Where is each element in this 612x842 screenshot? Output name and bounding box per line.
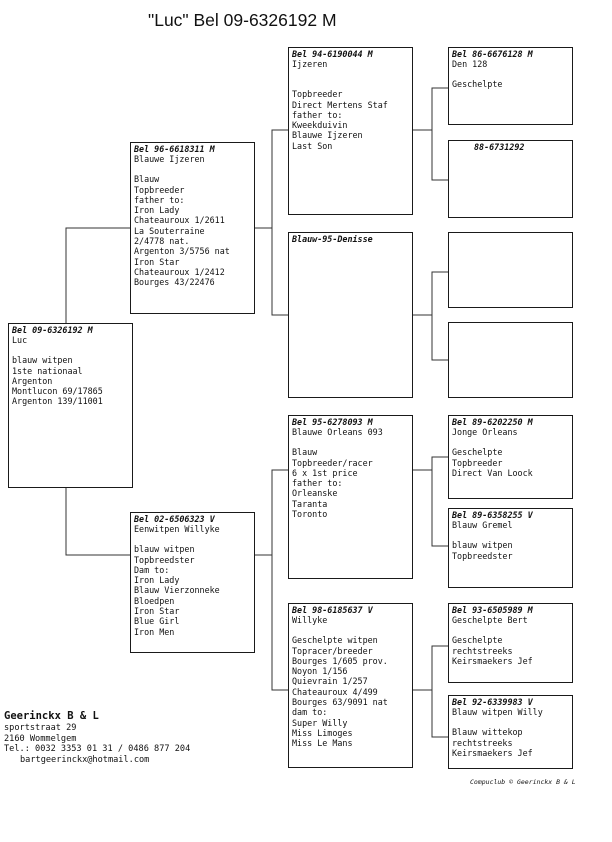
desc-line: Blauwe Ijzeren xyxy=(292,130,363,141)
desc-line: Topbreedster xyxy=(452,550,513,561)
pigeon-name: Ijzeren xyxy=(292,59,328,69)
pedigree-box-sss xyxy=(448,47,573,125)
ring-number: Bel 92-6339983 V xyxy=(452,697,533,707)
desc-line: Bourges 1/605 prov. xyxy=(292,655,388,666)
pedigree-box-sdd xyxy=(448,322,573,398)
owner-city: 2160 Wommelgem xyxy=(4,733,77,744)
pigeon-description xyxy=(452,79,569,89)
desc-line: Topbreeder xyxy=(452,457,503,468)
pedigree-box-subject xyxy=(8,323,133,488)
pedigree-box-dam-dam xyxy=(288,603,413,768)
pedigree-title: "Luc" Bel 09-6326192 M xyxy=(148,10,337,30)
desc-line: Toronto xyxy=(292,509,328,520)
pigeon-description xyxy=(452,727,569,758)
pigeon-name: Eenwitpen Willyke xyxy=(134,524,220,534)
desc-line: father to: xyxy=(292,478,343,489)
pigeon-description xyxy=(452,635,569,666)
desc-line: Iron Men xyxy=(134,626,175,637)
owner-contact-block xyxy=(4,710,244,765)
desc-line: Taranta xyxy=(292,498,328,509)
pigeon-name: Geschelpte Bert xyxy=(452,615,528,625)
desc-line: Direct Mertens Staf xyxy=(292,99,388,110)
desc-line: Quievrain 1/257 xyxy=(292,676,368,687)
desc-line: Iron Star xyxy=(134,256,180,267)
owner-name: Geerinckx B & L xyxy=(4,710,99,722)
ring-number: Bel 09-6326192 M xyxy=(12,325,93,335)
desc-line: Chateauroux 4/499 xyxy=(292,686,378,697)
owner-phone: Tel.: 0032 3353 01 31 / 0486 877 204 xyxy=(4,744,191,755)
desc-line: Argenton 139/11001 xyxy=(12,396,103,407)
desc-line: 6 x 1st price xyxy=(292,467,358,478)
desc-line: father to: xyxy=(134,194,185,205)
pigeon-name: Blauwe Orleans 093 xyxy=(292,427,383,437)
ring-number: Bel 89-6358255 V xyxy=(452,510,533,520)
desc-line: Super Willy xyxy=(292,717,348,728)
pigeon-name: Blauw Gremel xyxy=(452,520,513,530)
ring-number: Bel 02-6506323 V xyxy=(134,514,215,524)
pigeon-description xyxy=(292,447,409,519)
pigeon-name: Blauw witpen Willy xyxy=(452,707,543,717)
desc-line: Blauw xyxy=(292,447,318,458)
desc-line: Blauw xyxy=(134,174,160,185)
desc-line: Iron Star xyxy=(134,606,180,617)
desc-line: Montlucon 69/17865 xyxy=(12,386,103,397)
pedigree-box-dam-sire xyxy=(288,415,413,579)
pedigree-box-dss xyxy=(448,415,573,499)
pigeon-description xyxy=(292,635,409,748)
ring-number: Bel 86-6676128 M xyxy=(452,49,533,59)
pigeon-description xyxy=(292,89,409,151)
pigeon-description xyxy=(134,544,251,637)
desc-line: rechtstreeks xyxy=(452,645,513,656)
owner-street: sportstraat 29 xyxy=(4,723,77,733)
desc-line: Bloedpen xyxy=(134,595,175,606)
desc-line: Topbreeder xyxy=(292,89,343,100)
desc-line: blauw witpen xyxy=(452,540,513,551)
desc-line: Blauw Vierzonneke xyxy=(134,585,220,596)
footer-credit: Compuclub © Geerinckx B & L xyxy=(470,778,576,786)
desc-line: blauw witpen xyxy=(12,355,73,366)
pigeon-description xyxy=(12,355,129,406)
pigeon-name: Den 128 xyxy=(452,59,488,69)
desc-line: Blauw wittekop xyxy=(452,727,523,738)
desc-line: Geschelpte xyxy=(452,79,503,90)
pigeon-name: Luc xyxy=(12,335,28,345)
ring-number: Bel 94-6190044 M xyxy=(292,49,373,59)
desc-line: dam to: xyxy=(292,707,328,718)
desc-line: Noyon 1/156 xyxy=(292,666,348,677)
pedigree-box-dds xyxy=(448,603,573,683)
desc-line: Keirsmaekers Jef xyxy=(452,747,533,758)
pedigree-box-sds xyxy=(448,232,573,308)
desc-line: rechtstreeks xyxy=(452,737,513,748)
desc-line: Iron Lady xyxy=(134,575,180,586)
desc-line: Chateauroux 1/2412 xyxy=(134,266,225,277)
ring-number: Blauw-95-Denisse xyxy=(292,234,373,244)
ring-number: Bel 96-6618311 M xyxy=(134,144,215,154)
pedigree-box-sire xyxy=(130,142,255,314)
pigeon-description xyxy=(452,540,569,561)
desc-line: Bourges 63/9091 nat xyxy=(292,697,388,708)
pigeon-name: Jonge Orleans xyxy=(452,427,518,437)
ring-number: 88-6731292 xyxy=(474,142,525,152)
desc-line: Last Son xyxy=(292,140,333,151)
desc-line: Topbreeder/racer xyxy=(292,457,373,468)
desc-line: Kweekduivin xyxy=(292,120,348,131)
ring-number: Bel 98-6185637 V xyxy=(292,605,373,615)
pedigree-box-dam xyxy=(130,512,255,653)
ring-number: Bel 93-6505989 M xyxy=(452,605,533,615)
desc-line: Topbreeder xyxy=(134,184,185,195)
owner-email: bartgeerinckx@hotmail.com xyxy=(20,754,150,765)
desc-line: Iron Lady xyxy=(134,205,180,216)
desc-line: Miss Limoges xyxy=(292,727,353,738)
desc-line: Miss Le Mans xyxy=(292,738,353,749)
desc-line: father to: xyxy=(292,109,343,120)
desc-line: Topracer/breeder xyxy=(292,645,373,656)
pigeon-name: Willyke xyxy=(292,615,328,625)
pedigree-box-sire-sire xyxy=(288,47,413,215)
desc-line: Geschelpte witpen xyxy=(292,635,378,646)
pedigree-box-ddd xyxy=(448,695,573,769)
desc-line: Orleanske xyxy=(292,488,338,499)
pigeon-description xyxy=(452,447,569,478)
desc-line: blauw witpen xyxy=(134,544,195,555)
desc-line: Dam to: xyxy=(134,564,170,575)
desc-line: 2/4778 nat. xyxy=(134,236,190,247)
desc-line: La Souterraine xyxy=(134,225,205,236)
desc-line: Argenton 3/5756 nat xyxy=(134,246,230,257)
desc-line: Bourges 43/22476 xyxy=(134,277,215,288)
ring-number: Bel 95-6278093 M xyxy=(292,417,373,427)
desc-line: Keirsmaekers Jef xyxy=(452,655,533,666)
ring-number: Bel 89-6202250 M xyxy=(452,417,533,427)
desc-line: 1ste nationaal xyxy=(12,365,83,376)
desc-line: Direct Van Loock xyxy=(452,467,533,478)
pedigree-box-dsd xyxy=(448,508,573,588)
desc-line: Geschelpte xyxy=(452,447,503,458)
desc-line: Chateauroux 1/2611 xyxy=(134,215,225,226)
pigeon-name: Blauwe Ijzeren xyxy=(134,154,205,164)
desc-line: Argenton xyxy=(12,375,53,386)
desc-line: Geschelpte xyxy=(452,635,503,646)
desc-line: Topbreedster xyxy=(134,554,195,565)
pedigree-box-ssd xyxy=(448,140,573,218)
pedigree-box-sire-dam xyxy=(288,232,413,398)
desc-line: Blue Girl xyxy=(134,616,180,627)
pigeon-description xyxy=(134,174,251,287)
